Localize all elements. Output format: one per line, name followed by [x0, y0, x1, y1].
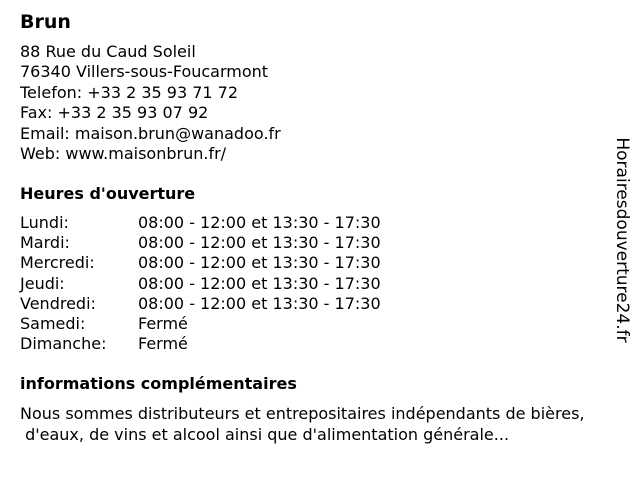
day-hours: 08:00 - 12:00 et 13:30 - 17:30	[138, 253, 381, 273]
day-label: Lundi:	[20, 213, 69, 232]
day-label: Mardi:	[20, 233, 70, 253]
day-label: Jeudi:	[20, 273, 65, 293]
city-address: 76340 Villers-sous-Foucarmont	[20, 62, 269, 82]
day-label: Samedi:	[20, 313, 86, 333]
phone-number: Telefon: +33 2 35 93 71 72	[20, 82, 239, 102]
website-address: Web: www.maisonbrun.fr/	[20, 144, 227, 164]
day-label: Mercredi:	[20, 253, 95, 273]
day-hours: Fermé	[138, 334, 188, 354]
fax-number: Fax: +33 2 35 93 07 92	[20, 103, 209, 123]
site-watermark: Horairesdouverture24.fr	[612, 137, 632, 343]
day-label: Vendredi:	[20, 293, 96, 313]
business-name: Brun	[20, 11, 71, 33]
day-hours: 08:00 - 12:00 et 13:30 - 17:30	[138, 213, 381, 232]
day-hours: 08:00 - 12:00 et 13:30 - 17:30	[138, 273, 381, 293]
contact-block	[20, 42, 281, 164]
opening-hours-heading: Heures d'ouverture	[20, 184, 196, 203]
additional-info-heading: informations complémentaires	[20, 374, 297, 393]
additional-info-text: Nous sommes distributeurs et entrepositaires indépendants de bières, d'eaux, de vins et alcool ainsi que d'alimentation générale...	[20, 404, 585, 444]
email-address: Email: maison.brun@wanadoo.fr	[20, 123, 281, 143]
day-label: Dimanche:	[20, 334, 107, 354]
day-hours: Fermé	[138, 313, 188, 333]
day-hours: 08:00 - 12:00 et 13:30 - 17:30	[138, 293, 381, 313]
day-hours: 08:00 - 12:00 et 13:30 - 17:30	[138, 233, 381, 253]
street-address: 88 Rue du Caud Soleil	[20, 42, 196, 61]
